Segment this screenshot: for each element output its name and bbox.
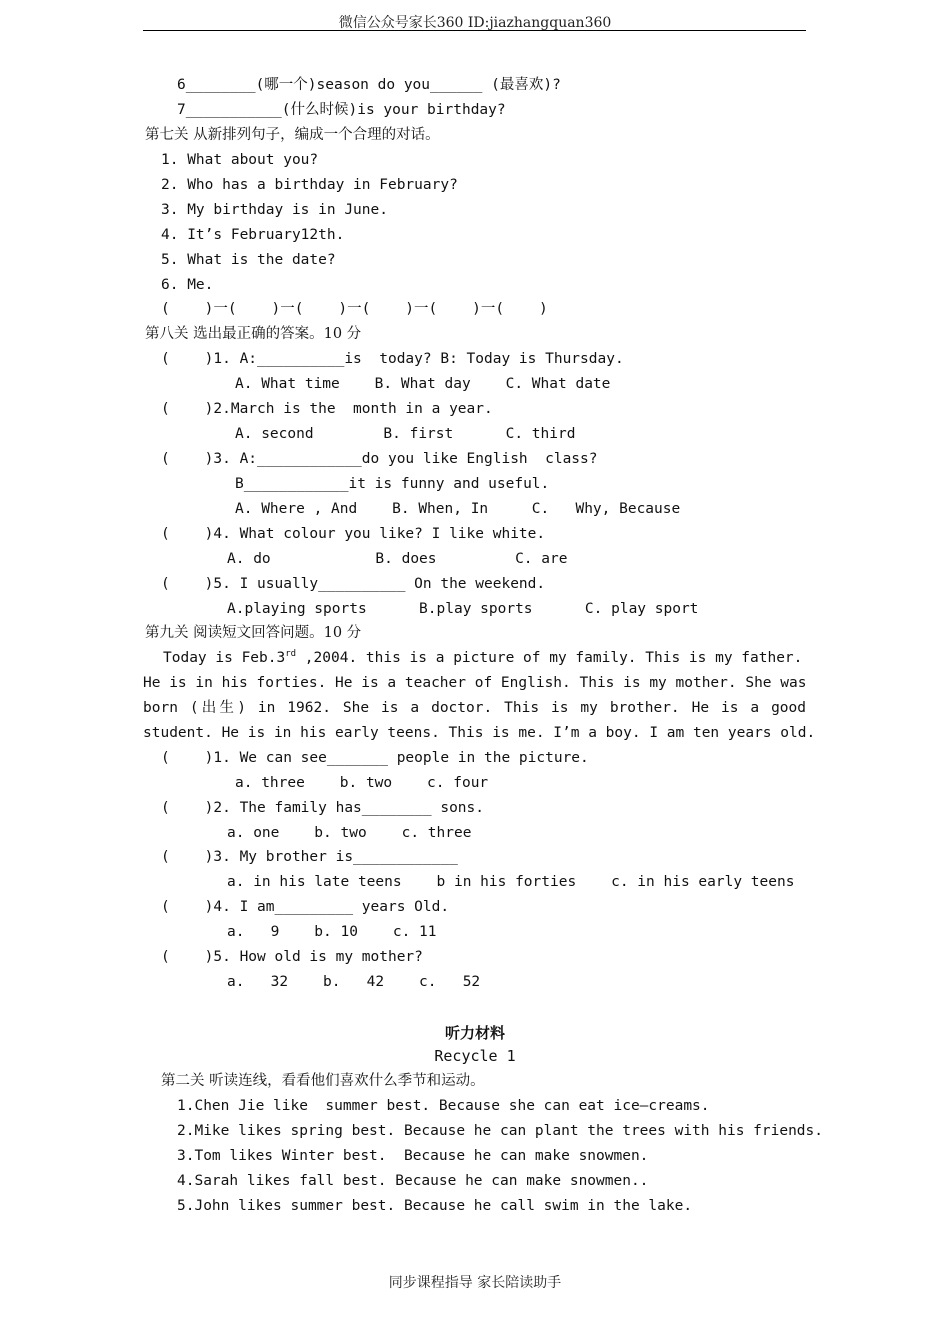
section-8-title: 第八关 选出最正确的答案。10 分	[145, 326, 362, 342]
question-line: ( )4. What colour you like? I like white.	[161, 526, 546, 542]
options-line: A. Where , And B. When, In C. Why, Because	[235, 501, 681, 517]
page-header: 微信公众号家长360 ID:jiazhangquan360	[338, 15, 612, 31]
passage-line-4: student. He is in his early teens. This is me. I’m a boy. I am ten years old.	[143, 725, 816, 741]
question-line: ( )1. We can see_______ people in the picture.	[161, 750, 589, 766]
order-answer-row: ( )一( )一( )一( )一( )一( )	[161, 301, 548, 317]
listening-item: 2.Mike likes spring best. Because he can plant the trees with his friends.	[177, 1123, 824, 1139]
options-line: A. second B. first C. third	[235, 426, 576, 442]
question-line: ( )2.March is the month in a year.	[161, 401, 493, 417]
header-rule	[143, 30, 806, 31]
listening-item: 4.Sarah likes fall best. Because he can make snowmen..	[177, 1173, 649, 1189]
question-line: ( )3. A:____________do you like English class?	[161, 451, 598, 467]
listening-title: 听力材料	[444, 1024, 505, 1042]
question-line: ( )2. The family has________ sons.	[161, 800, 485, 816]
dialogue-item: 4. It’s February12th.	[161, 227, 345, 243]
fill-in-line-7: 7___________(什么时候)is your birthday?	[177, 102, 506, 118]
options-line: A.playing sports B.play sports C. play sport	[227, 601, 699, 617]
options-line: a. one b. two c. three	[227, 825, 472, 841]
dialogue-item: 5. What is the date?	[161, 252, 336, 268]
question-line: ( )3. My brother is____________	[161, 849, 458, 865]
options-line: a. three b. two c. four	[235, 775, 489, 791]
listening-section-title: 第二关 听读连线，看看他们喜欢什么季节和运动。	[161, 1073, 485, 1089]
section-7-title: 第七关 从新排列句子，编成一个合理的对话。	[145, 127, 440, 143]
dialogue-item: 2. Who has a birthday in February?	[161, 177, 458, 193]
options-line: a. 32 b. 42 c. 52	[227, 974, 481, 990]
dialogue-item: 1. What about you?	[161, 152, 319, 168]
options-line: a. in his late teens b in his forties c. in his early teens	[227, 874, 795, 890]
dialogue-item: 3. My birthday is in June.	[161, 202, 388, 218]
section-9-title: 第九关 阅读短文回答问题。10 分	[145, 625, 362, 641]
page-footer: 同步课程指导 家长陪读助手	[388, 1275, 562, 1291]
listening-item: 1.Chen Jie like summer best. Because she can eat ice—creams.	[177, 1098, 710, 1114]
passage-line-1: Today is Feb.3rd ,2004. this is a picture of my family. This is my father.	[163, 649, 803, 666]
question-line: ( )1. A:__________is today? B: Today is Thursday.	[161, 351, 624, 367]
options-line: A. What time B. What day C. What date	[235, 376, 611, 392]
passage-line-3: born (出生) in 1962. She is a doctor. This is my brother. He is a good	[143, 700, 806, 716]
listening-subtitle: Recycle 1	[434, 1047, 516, 1065]
question-line: ( )5. I usually__________ On the weekend.	[161, 576, 546, 592]
dialogue-item: 6. Me.	[161, 277, 214, 293]
options-line: A. do B. does C. are	[227, 551, 568, 567]
listening-item: 3.Tom likes Winter best. Because he can make snowmen.	[177, 1148, 649, 1164]
listening-item: 5.John likes summer best. Because he call swim in the lake.	[177, 1198, 693, 1214]
question-line: ( )5. How old is my mother?	[161, 949, 423, 965]
question-line: ( )4. I am_________ years Old.	[161, 899, 450, 915]
passage-line-2: He is in his forties. He is a teacher of English. This is my mother. She was	[143, 675, 807, 691]
options-line: a. 9 b. 10 c. 11	[227, 924, 437, 940]
question-line: B____________it is funny and useful.	[235, 476, 550, 492]
fill-in-line-6: 6________(哪一个)season do you______ (最喜欢)?	[177, 77, 561, 93]
